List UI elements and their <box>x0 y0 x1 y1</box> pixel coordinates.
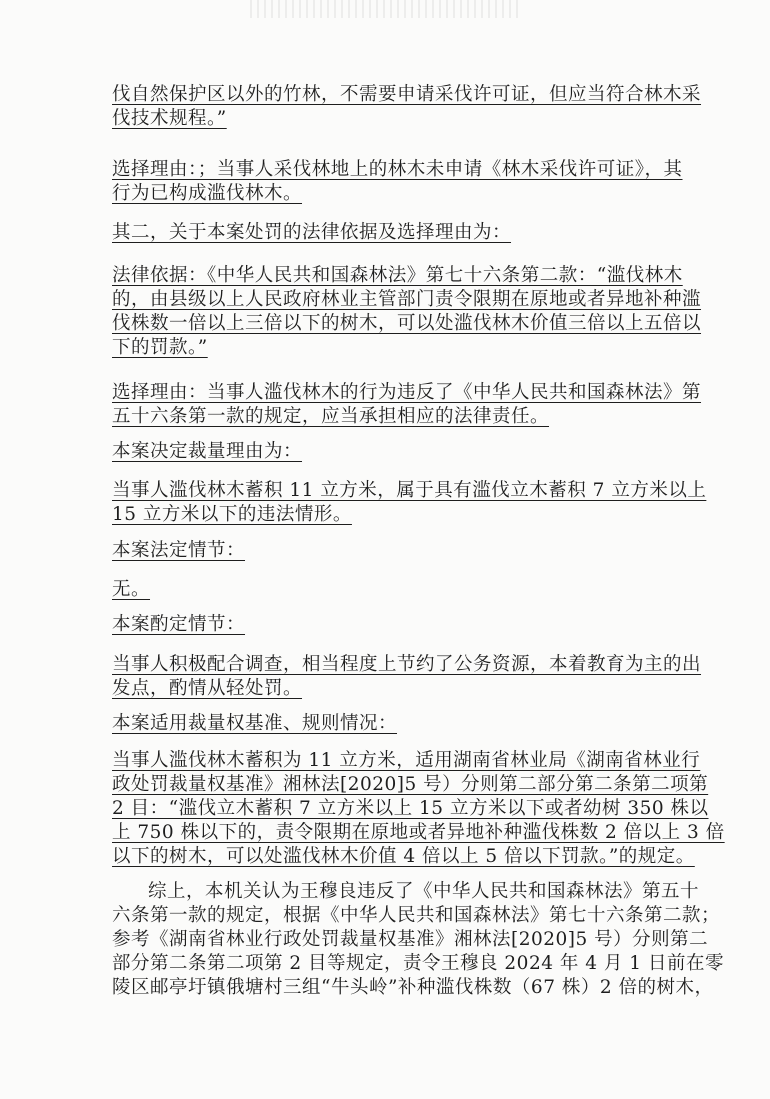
text-line: 的，由县级以上人民政府林业主管部门责令限期在原地或者异地补种滥 <box>112 289 702 310</box>
paragraph-statutory-none <box>112 578 692 602</box>
paragraph-regulation-end <box>112 83 702 131</box>
text-line: 六条第一款的规定，根据《中华人民共和国森林法》第七十六条第二款； <box>112 905 721 926</box>
paragraph-discretionary-facts <box>112 653 702 701</box>
text-line: 上 750 株以下的，责令限期在原地或者异地补种滥伐株数 2 倍以上 3 倍 <box>112 822 725 843</box>
text-line: 下的罚款。” <box>112 337 208 358</box>
text-line: 本案酌定情节： <box>112 614 246 635</box>
paragraph-heading-legal-basis <box>112 221 692 245</box>
text-line: 五十六条第一款的规定，应当承担相应的法律责任。 <box>112 406 550 427</box>
text-line: 15 立方米以下的违法情形。 <box>112 504 352 525</box>
text-line: 当事人滥伐林木蓄积 11 立方米，属于具有滥伐立木蓄积 7 立方米以上 <box>112 480 707 501</box>
scan-artifact <box>250 0 520 18</box>
paragraph-heading-discretionary <box>112 613 692 637</box>
text-line: 当事人滥伐林木蓄积为 11 立方米，适用湖南省林业局《湖南省林业行 <box>112 750 701 771</box>
text-line: 综上，本机关认为王穆良违反了《中华人民共和国森林法》第五十 <box>148 881 700 902</box>
text-line: 伐技术规程。” <box>112 108 227 129</box>
text-line: 发点，酌情从轻处罚。 <box>112 678 303 699</box>
text-line: 本案法定情节： <box>112 540 246 561</box>
text-line: 本案决定裁量理由为： <box>112 441 303 462</box>
text-line: 陵区邮亭圩镇俄塘村三组“牛头岭”补种滥伐株数（67 株）2 倍的树木， <box>112 977 714 998</box>
text-line: 选择理由：；当事人采伐林地上的林木未申请《林木采伐许可证》，其 <box>112 159 683 180</box>
paragraph-legal-basis <box>112 264 702 360</box>
text-line: 无。 <box>112 579 151 600</box>
text-line: 2 目：“滥伐立木蓄积 7 立方米以上 15 立方米以下或者幼树 350 株以 <box>112 798 709 819</box>
text-line: 部分第二条第二项第 2 目等规定，责令王穆良 2024 年 4 月 1 日前在零 <box>112 953 724 974</box>
text-line: 伐株数一倍以上三倍以下的树木，可以处滥伐林木价值三倍以上五倍以 <box>112 313 702 334</box>
paragraph-selection-reason-2 <box>112 381 702 429</box>
text-line: 以下的树木，可以处滥伐林木价值 4 倍以上 5 倍以下罚款。”的规定。 <box>112 846 695 867</box>
text-line: 伐自然保护区以外的竹林，不需要申请采伐许可证，但应当符合林木采 <box>112 84 702 105</box>
text-line: 参考《湖南省林业行政处罚裁量权基准》湘林法[2020]5 号）分则第二 <box>112 929 709 950</box>
text-line: 其二，关于本案处罚的法律依据及选择理由为： <box>112 222 512 243</box>
text-line: 当事人积极配合调查，相当程度上节约了公务资源，本着教育为主的出 <box>112 654 702 675</box>
text-line: 法律依据：《中华人民共和国森林法》第七十六条第二款：“滥伐林木 <box>112 265 683 286</box>
paragraph-benchmark <box>112 749 725 869</box>
paragraph-heading-benchmark <box>112 712 692 736</box>
paragraph-selection-reason-1 <box>112 158 692 206</box>
text-line: 本案适用裁量权基准、规则情况： <box>112 713 398 734</box>
paragraph-conclusion <box>112 880 724 1000</box>
text-line: 政处罚裁量权基准》湘林法[2020]5 号）分则第二部分第二条第二项第 <box>112 774 709 795</box>
paragraph-heading-statutory <box>112 539 692 563</box>
text-line: 选择理由：当事人滥伐林木的行为违反了《中华人民共和国森林法》第 <box>112 382 702 403</box>
paragraph-heading-discretion <box>112 440 692 464</box>
text-line: 行为已构成滥伐林木。 <box>112 183 303 204</box>
paragraph-discretion-reason <box>112 479 707 527</box>
